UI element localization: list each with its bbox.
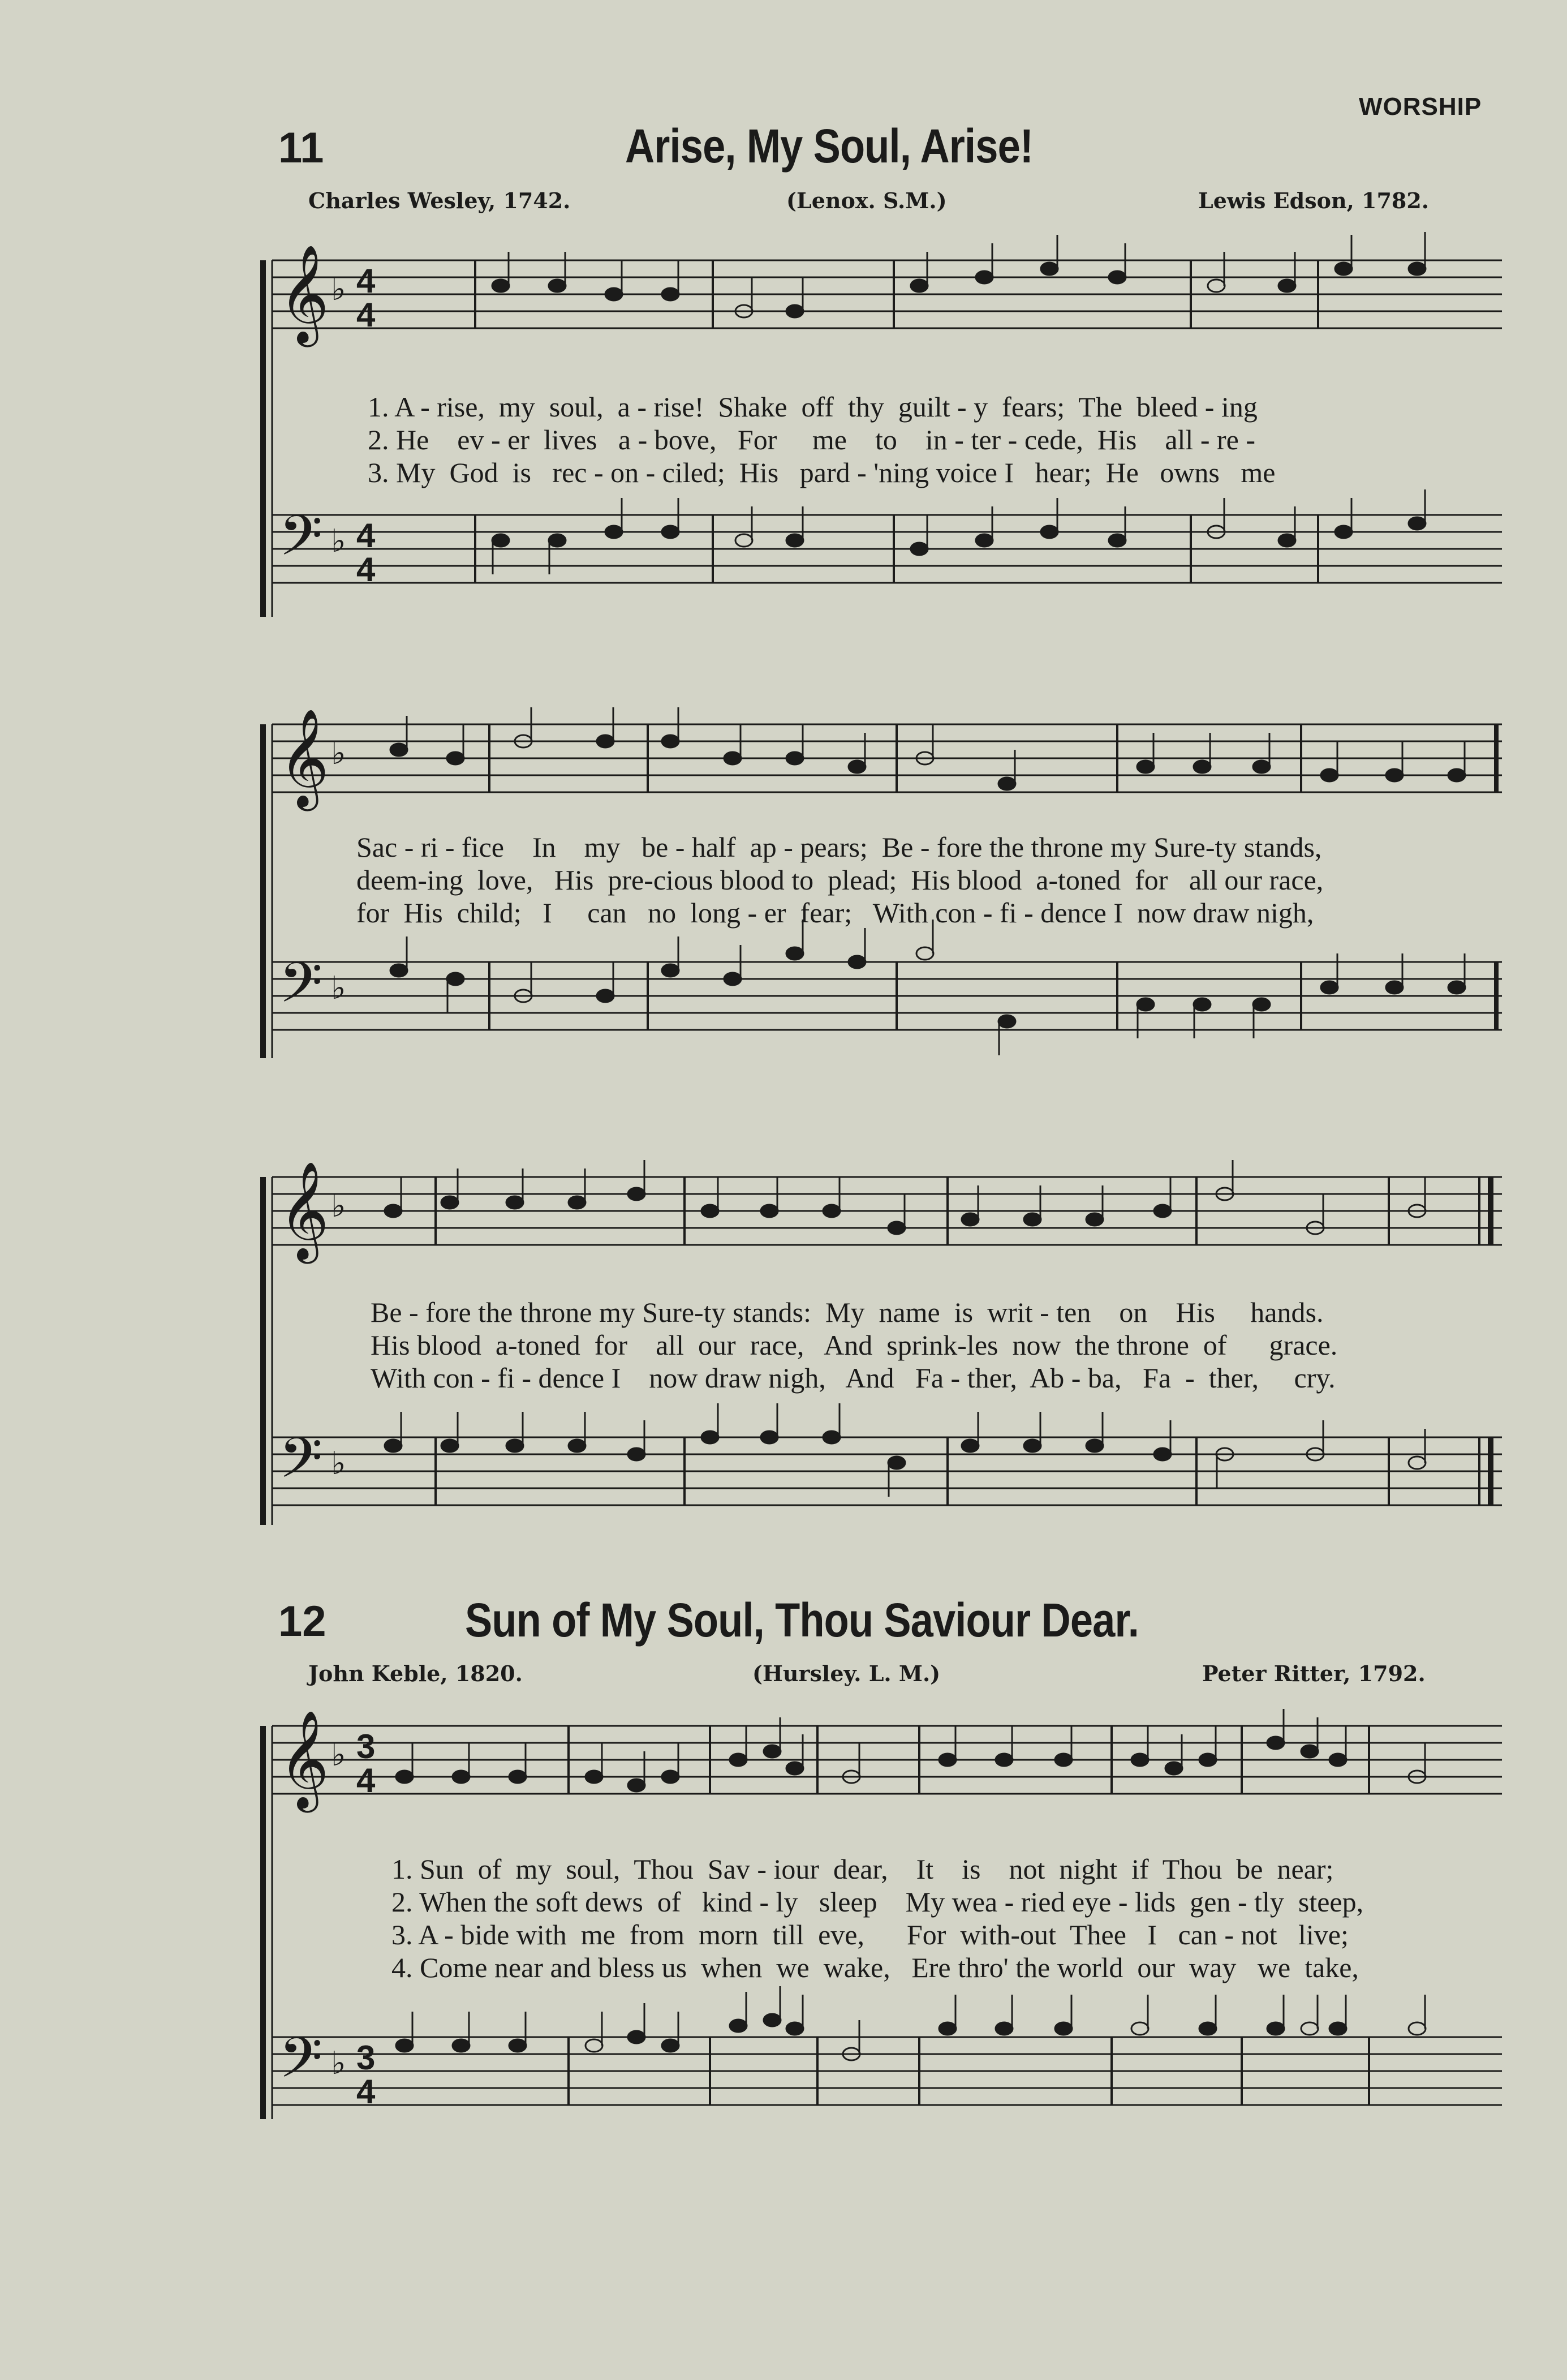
svg-text:♭: ♭ [331,970,346,1007]
svg-text:𝄢: 𝄢 [279,951,323,1029]
lyric-line: Be - fore the throne my Sure-ty stands: My name is writ - ten on His hands. [371,1296,1324,1328]
svg-text:4: 4 [356,262,376,300]
section-label: WORSHIP [1359,93,1482,121]
hymn-composer: Peter Ritter, 1792. [1202,1661,1426,1686]
svg-text:♭: ♭ [331,735,346,772]
svg-text:4: 4 [356,517,376,555]
svg-text:♭: ♭ [331,523,346,560]
lyric-line: With con - fi - dence I now draw nigh, And Fa - ther, Ab - ba, Fa - ther, cry. [371,1362,1336,1394]
svg-text:𝄞: 𝄞 [279,708,329,807]
lyric-line: 2. He ev - er lives a - bove, For me to in - ter - cede, His all - re - [368,424,1255,456]
svg-text:𝄞: 𝄞 [279,1710,329,1808]
svg-text:𝄢: 𝄢 [279,1426,323,1505]
svg-text:𝄞: 𝄞 [279,1161,329,1260]
svg-text:♭: ♭ [331,1445,346,1482]
hymn-composer: Lewis Edson, 1782. [1198,188,1430,213]
svg-text:♭: ♭ [331,2045,346,2082]
lyric-line: 1. Sun of my soul, Thou Sav - iour dear, It is not night if Thou be near; [391,1853,1334,1885]
lyric-line: 2. When the soft dews of kind - ly sleep My wea - ried eye - lids gen - tly steep, [391,1886,1364,1918]
svg-text:𝄢: 𝄢 [279,504,323,582]
hymn-author: Charles Wesley, 1742. [308,188,571,213]
lyric-line: for His child; I can no long - er fear; With con - fi - dence I now draw nigh, [356,897,1314,929]
hymn-tune: (Hursley. L. M.) [752,1661,941,1686]
lyric-line: Sac - ri - fice In my be - half ap - pears; Be - fore the throne my Sure-ty stands, [356,831,1322,863]
hymn-title: Sun of My Soul, Thou Saviour Dear. [465,1593,1139,1647]
hymn-title: Arise, My Soul, Arise! [625,119,1034,173]
hymn-number: 12 [278,1597,326,1646]
lyric-line: 1. A - rise, my soul, a - rise! Shake off thy guilt - y fears; The bleed - ing [368,391,1258,423]
svg-text:4: 4 [356,2073,376,2111]
hymn-tune: (Lenox. S.M.) [786,188,947,213]
svg-text:4: 4 [356,1762,376,1799]
svg-text:𝄢: 𝄢 [279,2026,323,2104]
lyric-line: deem-ing love, His pre-cious blood to plead; His blood a-toned for all our race, [356,864,1324,896]
lyric-line: 4. Come near and bless us when we wake, Ere thro' the world our way we take, [391,1952,1359,1983]
svg-text:♭: ♭ [331,1188,346,1225]
hymn-number: 11 [278,124,324,172]
lyric-line: 3. A - bide with me from morn till eve, For with-out Thee I can - not live; [391,1919,1349,1951]
lyric-line: 3. My God is rec - on - ciled; His pard - 'ning voice I hear; He owns me [368,457,1276,488]
svg-text:♭: ♭ [331,1737,346,1773]
svg-text:4: 4 [356,296,376,334]
svg-text:3: 3 [356,2039,376,2077]
svg-text:4: 4 [356,551,376,588]
svg-text:𝄞: 𝄞 [279,244,329,343]
svg-text:3: 3 [356,1728,376,1765]
svg-text:♭: ♭ [331,271,346,308]
hymn-author: John Keble, 1820. [308,1661,523,1686]
lyric-line: His blood a-toned for all our race, And sprink-les now the throne of grace. [371,1329,1338,1361]
